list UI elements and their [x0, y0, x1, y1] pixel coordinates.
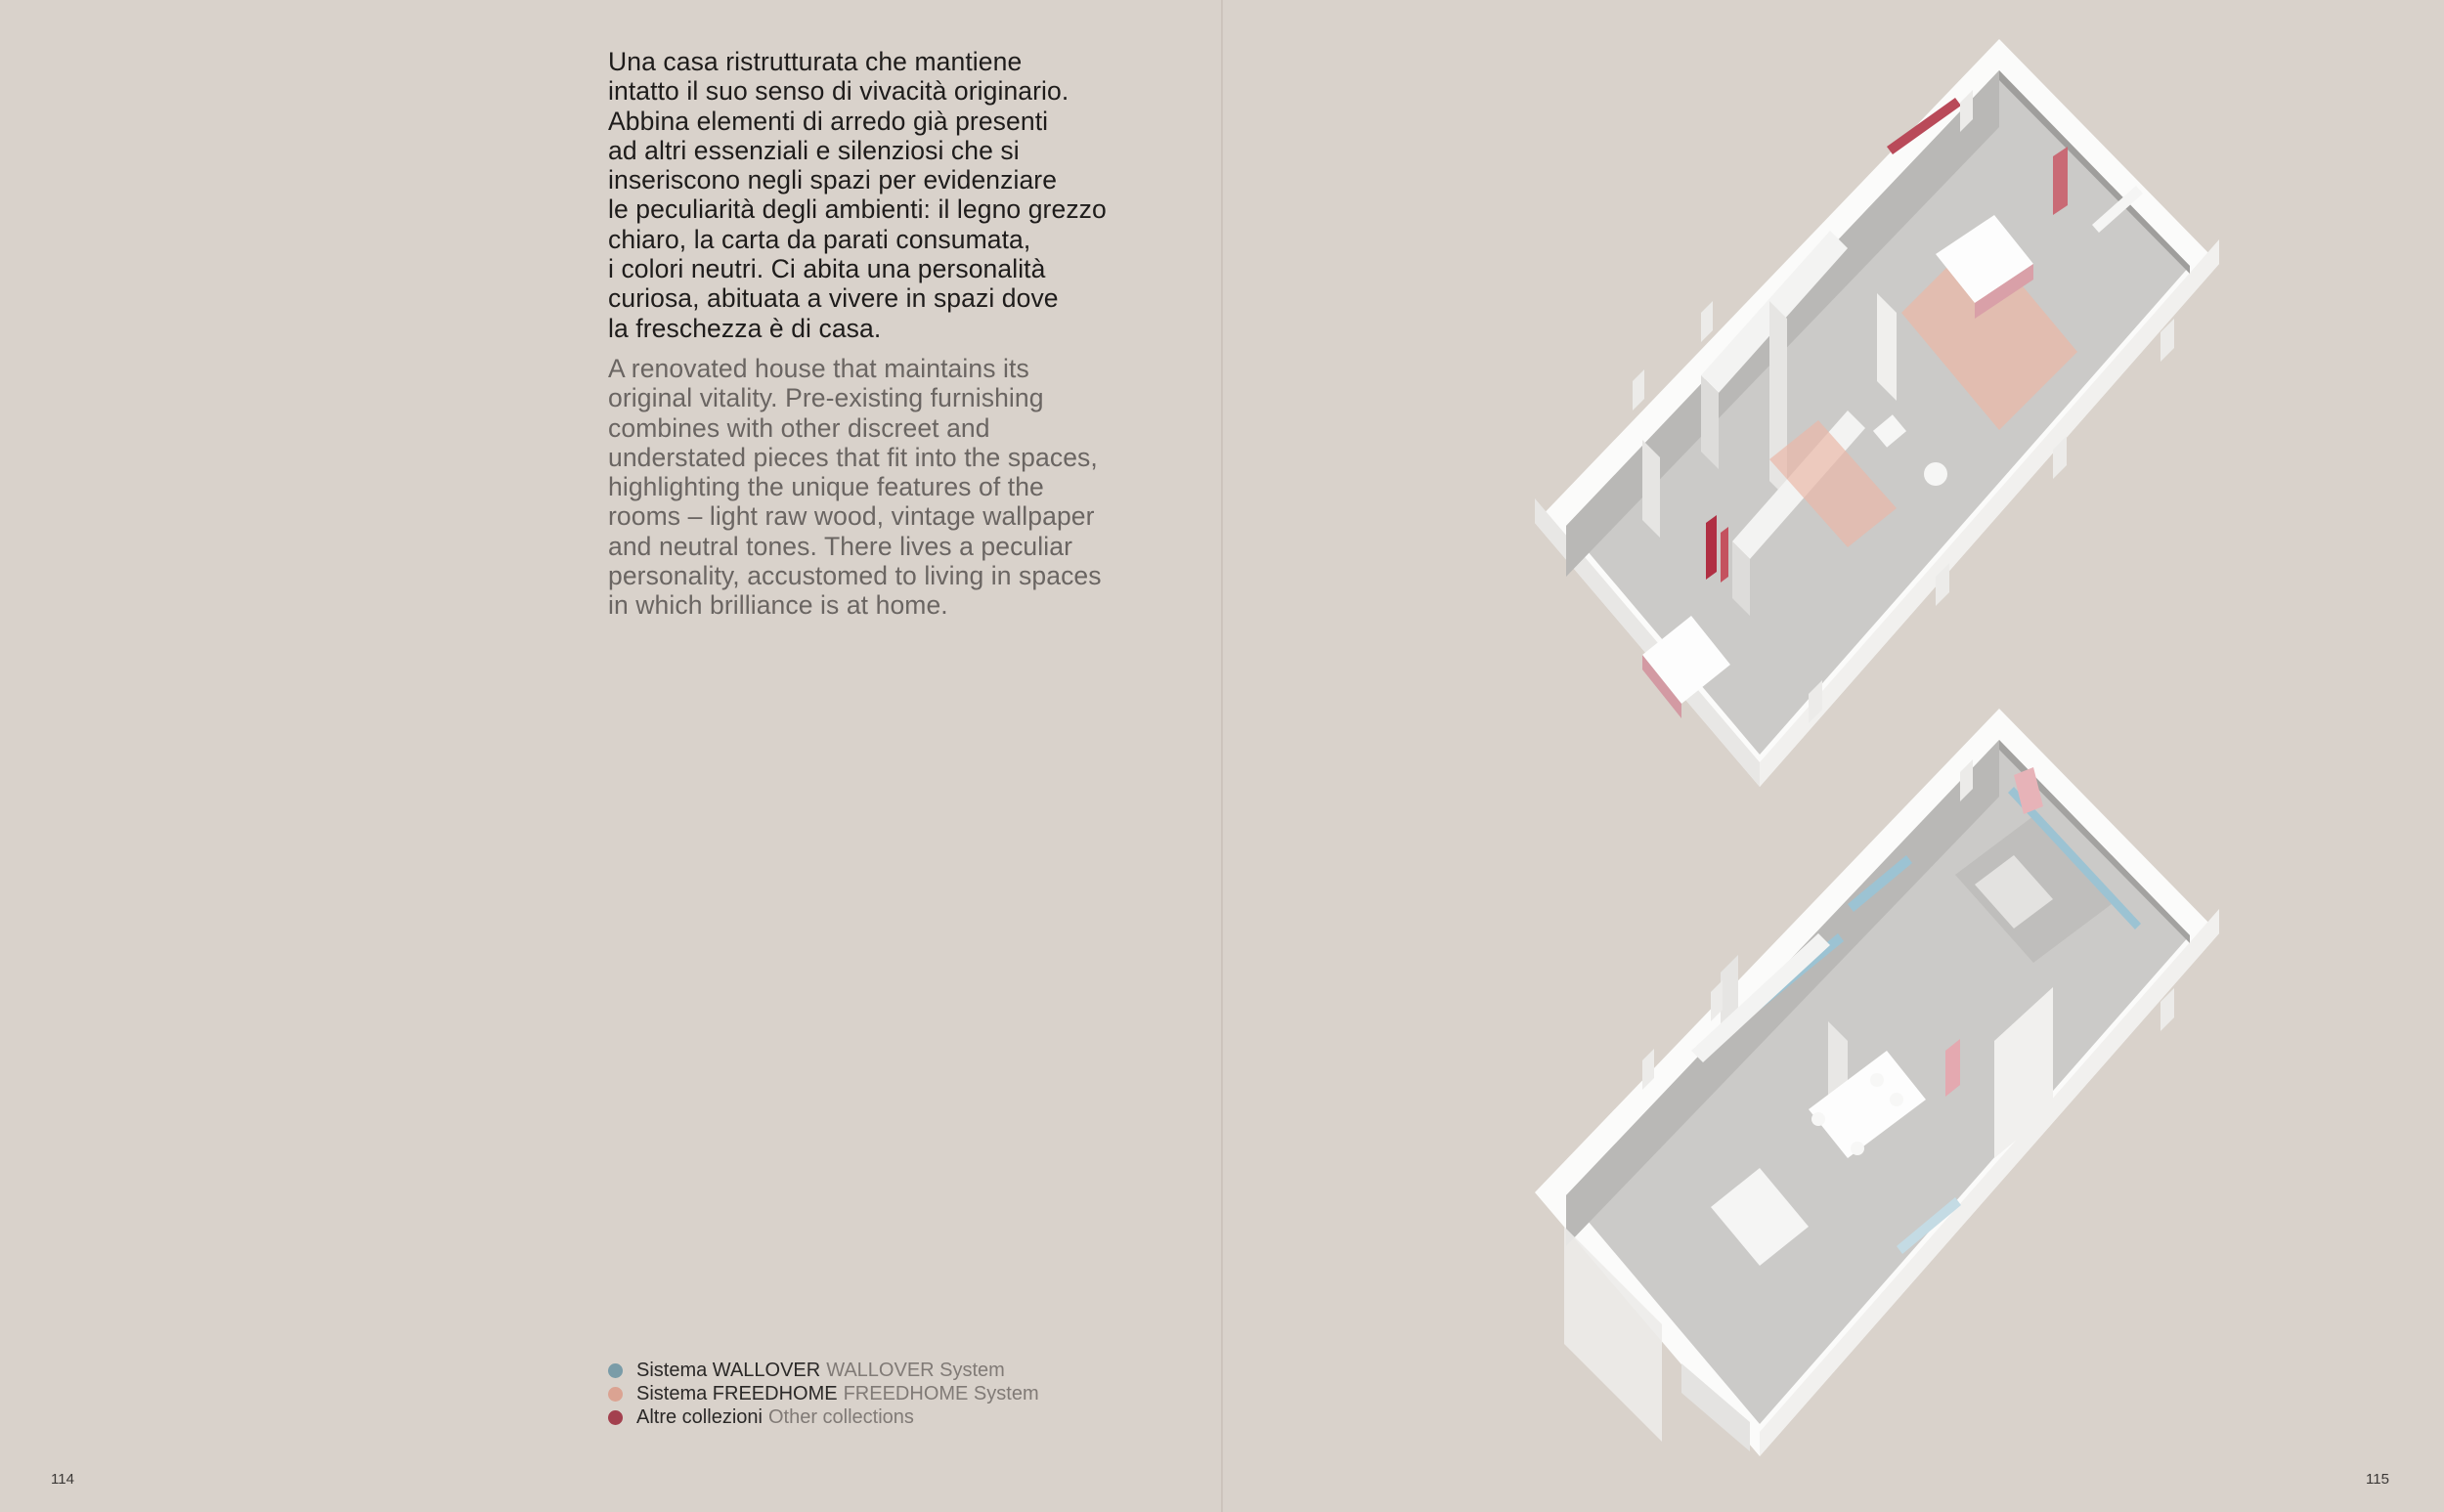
wallover-dot-icon: [608, 1363, 623, 1378]
legend-label-it: Sistema WALLOVER: [636, 1359, 821, 1381]
intro-text-column: [608, 47, 1175, 621]
legend-label-en: Other collections: [767, 1405, 914, 1428]
legend-label-en: FREEDHOME System: [843, 1382, 1039, 1404]
legend-label-it: Sistema FREEDHOME: [636, 1382, 838, 1404]
freedhome-dot-icon: [608, 1387, 623, 1402]
intro-italian: Una casa ristrutturata che mantiene intatto il suo senso di vivacità originario. Abbina elementi di arredo già presenti ad altri essenziali e silenziosi che si inseriscono negli spazi per evidenziare le peculiarità degli ambienti: il legno grezzo chiaro, la carta da parati consumata, i colori neutri. Ci abita una personalità curiosa, abituata a vivere in spazi dove la freschezza è di casa.: [608, 47, 1107, 343]
page-number-right: 115: [2366, 1471, 2389, 1488]
upper-floor-plan-illustration: [1525, 29, 2229, 792]
legend: [608, 1359, 1039, 1429]
legend-label-it: Altre collezioni: [636, 1405, 763, 1428]
legend-label-en: WALLOVER System: [826, 1359, 1005, 1381]
intro-english: A renovated house that maintains its original vitality. Pre-existing furnishing combines with other discreet and understated pieces that fit into the spaces, highlighting the unique features of the rooms – light raw wood, vintage wallpaper and neutral tones. There lives a peculiar personality, accustomed to living in spaces in which brilliance is at home.: [608, 353, 1102, 621]
legend-item-other: [608, 1405, 1039, 1429]
ground-floor-plan-illustration: [1525, 699, 2229, 1461]
page-fold: [1221, 0, 1223, 1512]
legend-item-freedhome: [608, 1382, 1039, 1405]
other-collections-dot-icon: [608, 1410, 623, 1425]
legend-item-wallover: [608, 1359, 1039, 1382]
page-number-left: 114: [51, 1471, 74, 1488]
